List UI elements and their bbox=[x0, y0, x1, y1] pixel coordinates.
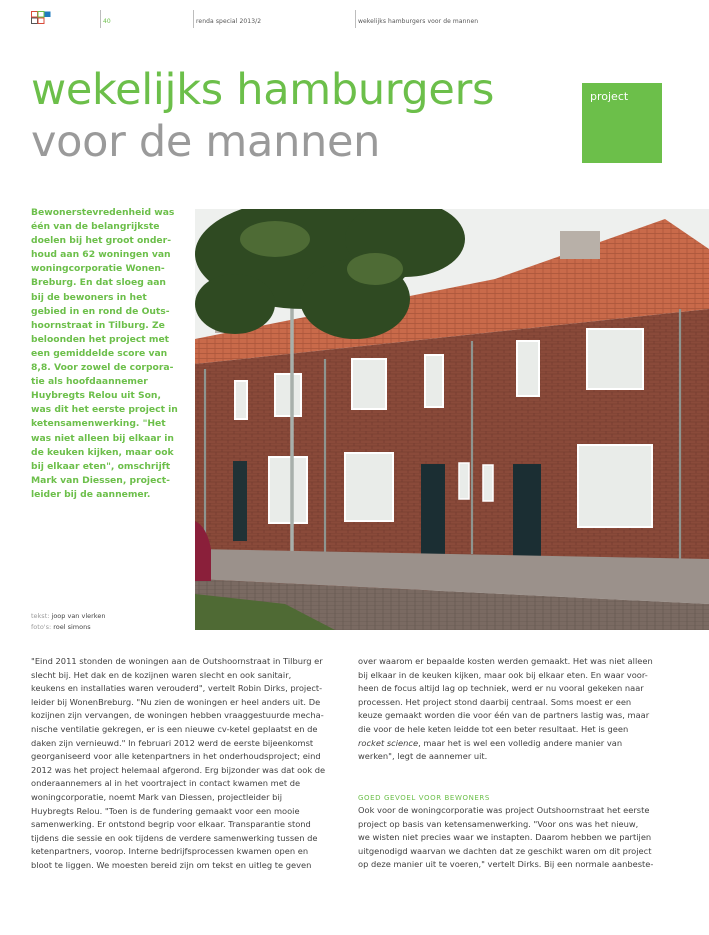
text-line: beloonden het project met bbox=[31, 333, 170, 345]
text-line: keukens en installaties waren verouderd", vertelt Robin Dirks, project- bbox=[31, 683, 323, 694]
text-line: georganiseerd voor alle ketenpartners in het onderhoudsproject; eind bbox=[31, 751, 321, 762]
subheading: GOED GEVOEL VOOR BEWONERS bbox=[358, 794, 490, 802]
text-line: ketensamenwerking. "Het bbox=[31, 418, 166, 430]
text-line: woningcorporatie, noemt Mark van Diessen, projectleider bij bbox=[31, 791, 283, 802]
text-line: we wisten niet precies waar we instapten. Daarom hebben we partijen bbox=[358, 832, 652, 843]
text-line: keuze gemaakt worden die voor één van de partners lastig was, maar bbox=[358, 710, 650, 721]
credit-photo-label: foto's: bbox=[31, 622, 52, 631]
text-line: was niet alleen bij elkaar in bbox=[31, 432, 174, 444]
text-line: hoornstraat in Tilburg. Ze bbox=[31, 319, 165, 331]
text-line: gebied in en rond de Outs- bbox=[31, 305, 170, 317]
text-line: uitgenodigd waarvan we dachten dat ze geschikt waren om dit project bbox=[358, 845, 652, 856]
text-line: de keuken kijken, maar ook bbox=[31, 446, 174, 458]
text-line: bloot te liggen. We moesten bereid zijn om tekst en uitleg te geven bbox=[31, 859, 312, 870]
text-line: samenwerking. Er ontstond begrip voor elkaar. Transparantie stond bbox=[31, 819, 311, 830]
text-line: bij elkaar in de keuken kijken, maar ook bij elkaar eten. En waar voor- bbox=[358, 669, 648, 680]
text-line: Ook voor de woningcorporatie was project Outshoornstraat het eerste bbox=[358, 805, 650, 815]
header-divider bbox=[100, 10, 101, 28]
text-line: één van de belangrijkste bbox=[31, 221, 160, 233]
section-label: project bbox=[590, 90, 629, 103]
italic-phrase: rocket science bbox=[358, 737, 419, 748]
intro-paragraph bbox=[31, 206, 189, 502]
body-line: werken", legt de aannemer uit. bbox=[358, 751, 488, 762]
credit-text-author: joop van vlerken bbox=[51, 612, 106, 620]
header-divider bbox=[193, 10, 194, 28]
text-line: slecht bij. Het dak en de kozijnen waren slecht en ook sanitair, bbox=[31, 669, 292, 680]
article-title-line1: wekelijks hamburgers bbox=[31, 65, 495, 115]
body-column-right bbox=[358, 655, 678, 764]
text-line: 2012 was het project helemaal afgerond. Erg bijzonder was dat ook de bbox=[31, 764, 326, 775]
text-line: onderaannemers al in het voortraject in contact kwamen met de bbox=[31, 778, 301, 789]
chimney bbox=[560, 231, 600, 259]
article-photo bbox=[195, 209, 709, 630]
article-title-line2: voor de mannen bbox=[31, 117, 381, 167]
running-title: wekelijks hamburgers voor de mannen bbox=[358, 18, 479, 25]
body-column-right-section bbox=[358, 804, 678, 872]
body-column-left bbox=[31, 655, 343, 873]
text-line: Mark van Diessen, project- bbox=[31, 474, 170, 486]
text-line: daken zijn vernieuwd." In februari 2012 werd de eerste bijeenkomst bbox=[31, 737, 314, 748]
text-line: "Eind 2011 stonden de woningen aan de Outshoornstraat in Tilburg er bbox=[31, 656, 323, 666]
text-line: heen de focus altijd lag op techniek, werd er nu vooral gekeken naar bbox=[358, 683, 644, 694]
text-line: project op basis van ketensamenwerking. "Voor ons was het nieuw, bbox=[358, 818, 639, 829]
text-line: bij elkaar eten", omschrijft bbox=[31, 460, 171, 472]
text-line: ketenpartners, voorop. Interne bedrijfsprocessen kwamen open en bbox=[31, 846, 309, 857]
credits bbox=[31, 611, 105, 632]
text-line: processen. Het project stond daarbij centraal. Soms moest er een bbox=[358, 696, 632, 707]
text-line: doelen bij het groot onder- bbox=[31, 235, 172, 247]
section-label-box bbox=[582, 83, 662, 163]
text-line: op deze manier uit te voeren," vertelt Dirks. Bij een normale aanbeste- bbox=[358, 859, 654, 870]
text-line: Breburg. En dat sloeg aan bbox=[31, 277, 166, 289]
text-line: bij de bewoners in het bbox=[31, 291, 147, 303]
body-line-text: , maar het is wel een volledig andere manier van bbox=[418, 737, 623, 748]
text-line: nische ventilatie gekregen, er is een nieuwe cv-ketel geplaatst en de bbox=[31, 723, 318, 734]
text-line: woningcorporatie Wonen- bbox=[31, 263, 165, 275]
text-line: Bewonerstevredenheid was bbox=[31, 207, 175, 218]
text-line: leider bij de aannemer. bbox=[31, 488, 151, 500]
text-line: Huybregts Relou uit Son, bbox=[31, 390, 161, 402]
credit-photo-author: roel simons bbox=[53, 622, 91, 631]
text-line: een gemiddelde score van bbox=[31, 347, 168, 359]
body-line bbox=[358, 737, 678, 751]
text-line: die voor de hele keten leidde tot een beter resultaat. Het is geen bbox=[358, 723, 629, 734]
text-line: tie als hoofdaannemer bbox=[31, 376, 148, 388]
header-divider bbox=[355, 10, 356, 28]
text-line: kozijnen zijn vervangen, de woningen hebben vraaggestuurde mecha- bbox=[31, 710, 324, 721]
text-line: tijdens die sessie en ook tijdens de verdere samenwerking tussen de bbox=[31, 832, 318, 843]
page-number: 40 bbox=[103, 18, 111, 25]
text-line: Huybregts Relou. "Toen is de fundering gemaakt voor een mooie bbox=[31, 805, 300, 816]
text-line: was dit het eerste project in bbox=[31, 404, 178, 416]
text-line: leider bij WonenBreburg. "Nu zien de woningen er heel anders uit. De bbox=[31, 696, 321, 707]
text-line: over waarom er bepaalde kosten werden gemaakt. Het was niet alleen bbox=[358, 656, 653, 666]
credit-text-label: tekst: bbox=[31, 612, 50, 620]
text-line: houd aan 62 woningen van bbox=[31, 249, 171, 261]
magazine-issue: renda special 2013/2 bbox=[196, 18, 262, 25]
text-line: 8,8. Voor zowel de corpora- bbox=[31, 362, 174, 374]
magazine-logo bbox=[31, 11, 51, 24]
